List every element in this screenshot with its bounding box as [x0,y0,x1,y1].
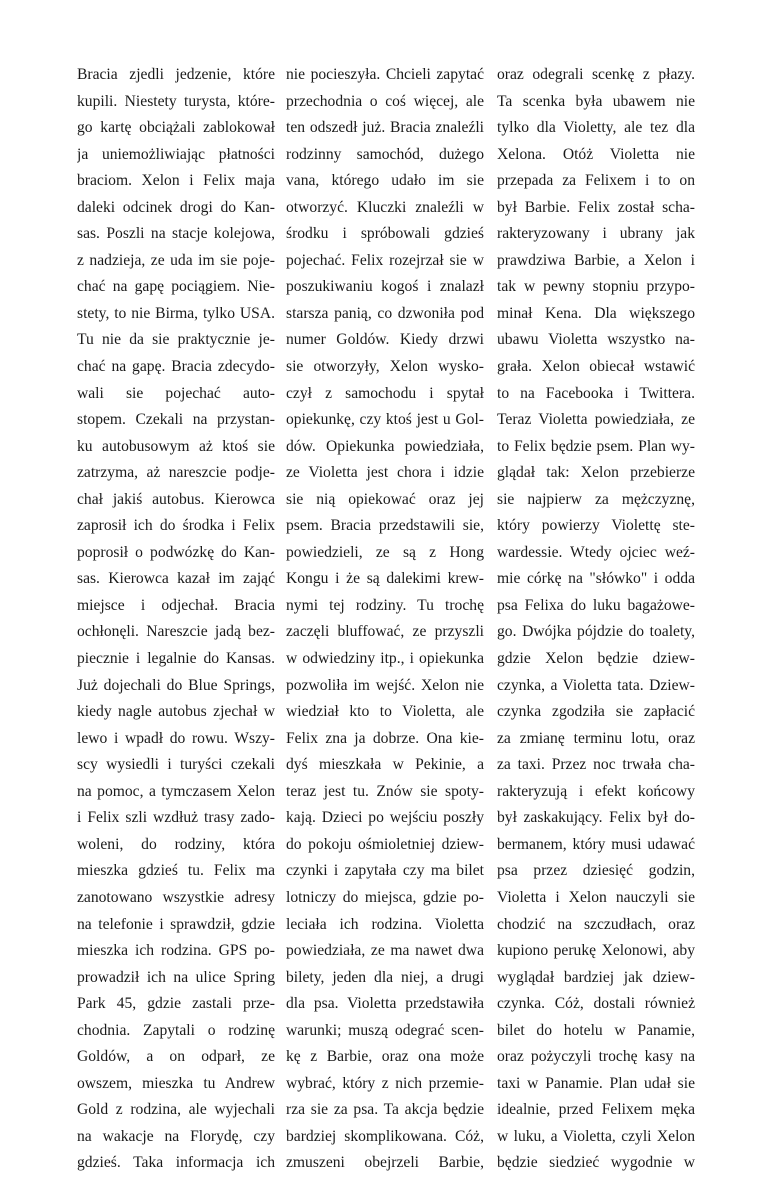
text-line: Gold z rodzina, ale wyjechali [77,1101,275,1119]
text-line: Teraz Violetta powiedziała, ze [497,411,695,429]
text-line: chodnia. Zapytali o rodzinę [77,1021,275,1039]
text-line: sas. Kierowca kazał im zająć [77,570,275,588]
text-line: leciała ich rodzina. Violetta [286,915,484,933]
text-line: powiedziała, ze ma nawet dwa [286,942,484,960]
text-line: psa przez dziesięć godzin, [497,862,695,880]
text-line: był zaskakujący. Felix był do- [497,809,695,827]
text-line: zanotowano wszystkie adresy [77,888,275,906]
text-line: będzie siedzieć wygodnie w [497,1154,695,1172]
text-line: na wakacje na Florydę, czy [77,1127,275,1145]
text-line: lewo i wpadł do rowu. Wszy- [77,729,275,747]
text-line: prowadził ich na ulice Spring [77,968,275,986]
text-line: w odwiedziny itp., i opiekunka [286,650,484,668]
text-line: daleki odcinek drogi do Kan- [77,198,275,216]
text-line: pojechać. Felix rozejrzał sie w [286,251,484,269]
text-line: Bracia zjedli jedzenie, które [77,66,275,83]
text-line: oraz odegrali scenkę z płazy. [497,66,695,83]
text-line: sie otworzyły, Xelon wysko- [286,358,484,376]
text-line: dla psa. Violetta przedstawiła [286,995,484,1013]
text-line: rza sie za psa. Ta akcja będzie [286,1101,484,1119]
text-line: vana, którego udało im sie [286,172,484,190]
text-line: kupili. Niestety turysta, które- [77,92,275,110]
text-line: warunki; muszą odegrać scen- [286,1021,484,1039]
text-line: Już dojechali do Blue Springs, [77,676,275,694]
text-line: prawdziwa Barbie, a Xelon i [497,251,695,269]
text-line: Felix zna ja dobrze. Ona kie- [286,729,484,747]
text-line: czynki i zapytała czy ma bilet [286,862,484,880]
text-line: poszukiwaniu kogoś i znalazł [286,278,484,296]
text-line: ochłonęli. Nareszcie jadą bez- [77,623,275,641]
text-line: owszem, mieszka tu Andrew [77,1074,275,1092]
text-line: stopem. Czekali na przystan- [77,411,275,429]
text-line: bilet do hotelu w Panamie, [497,1021,695,1039]
text-line: scy wysiedli i turyści czekali [77,756,275,774]
text-line: numer Goldów. Kiedy drzwi [286,331,484,349]
text-line: do pokoju ośmioletniej dziew- [286,835,484,853]
text-line: tylko dla Violetty, ale tez dla [497,119,695,137]
text-line: piecznie i legalnie do Kansas. [77,650,275,668]
text-line: to na Facebooka i Twittera. [497,384,695,402]
text-line: kają. Dzieci po wejściu poszły [286,809,484,827]
text-line: powiedzieli, ze są z Hong [286,543,484,561]
text-line: nie pocieszyła. Chcieli zapytać [286,66,484,83]
text-line: rodzinny samochód, dużego [286,145,484,163]
text-line: zatrzyma, aż nareszcie podje- [77,464,275,482]
text-line: z nadzieja, ze uda im sie poje- [77,251,275,269]
text-line: kiedy nagle autobus zjechał w [77,703,275,721]
text-line: środku i spróbowali gdzieś [286,225,484,243]
text-line: zaczęli bluffować, ze przyszli [286,623,484,641]
text-line: wardessie. Wtedy ojciec weź- [497,543,695,561]
text-line: pozwoliła im wejść. Xelon nie [286,676,484,694]
text-line: chać na gapę. Bracia zdecydo- [77,358,275,376]
text-line: Park 45, gdzie zastali prze- [77,995,275,1013]
text-line: gdzieś. Taka informacja ich [77,1154,275,1172]
text-line: to Felix będzie psem. Plan wy- [497,437,695,455]
text-line: na pomoc, a tymczasem Xelon [77,782,275,800]
text-line: miejsce i odjechał. Bracia [77,596,275,614]
text-line: mieszka ich rodzina. GPS po- [77,942,275,960]
text-line: wybrać, który z nich przemie- [286,1074,484,1092]
text-line: Violetta i Xelon nauczyli sie [497,888,695,906]
text-line: Kongu i że są dalekimi krew- [286,570,484,588]
text-line: dyś mieszkała w Pekinie, a [286,756,484,774]
text-line: idealnie, przed Felixem męka [497,1101,695,1119]
text-line: Tu nie da sie praktycznie je- [77,331,275,349]
text-line: zaprosił ich do środka i Felix [77,517,275,535]
text-line: woleni, do rodziny, która [77,835,275,853]
text-line: starsza panią, co dzwoniła pod [286,304,484,322]
text-line: chodzić na szczudłach, oraz [497,915,695,933]
text-line: teraz jest tu. Znów sie spoty- [286,782,484,800]
text-line: rakteryzowany i ubrany jak [497,225,695,243]
text-line: mie córkę na "słówko" i odda [497,570,695,588]
text-line: kupiono perukę Xelonowi, aby [497,942,695,960]
text-line: wali sie pojechać auto- [77,384,275,402]
text-line: bilety, jeden dla niej, a drugi [286,968,484,986]
text-line: czynka zgodziła sie zapłacić [497,703,695,721]
text-line: czył z samochodu i spytał [286,384,484,402]
text-line: bermanem, który musi udawać [497,835,695,853]
text-line: opiekunkę, czy ktoś jest u Gol- [286,411,484,429]
text-line: mieszka gdzieś tu. Felix ma [77,862,275,880]
text-line: wiedział kto to Violetta, ale [286,703,484,721]
text-line: grała. Xelon obiecał wstawić [497,358,695,376]
text-line: ja uniemożliwiając płatności [77,145,275,163]
text-line: nymi tej rodziny. Tu trochę [286,596,484,614]
text-line: minał Kena. Dla większego [497,304,695,322]
text-line: który powierzy Violettę ste- [497,517,695,535]
text-line: sie najpierw za mężczyznę, [497,490,695,508]
text-line: Goldów, a on odparł, ze [77,1048,275,1066]
text-line: Xelona. Otóż Violetta nie [497,145,695,163]
text-line: zmuszeni obejrzeli Barbie, [286,1154,484,1172]
text-line: przepada za Felixem i to on [497,172,695,190]
text-line: ubawu Violetta wszystko na- [497,331,695,349]
text-line: psem. Bracia przedstawili sie, [286,517,484,535]
text-line: w luku, a Violetta, czyli Xelon [497,1127,695,1145]
text-line: poprosił o podwózkę do Kan- [77,543,275,561]
text-line: taxi w Panamie. Plan udał sie [497,1074,695,1092]
text-line: glądał tak: Xelon przebierze [497,464,695,482]
text-line: na telefonie i sprawdził, gdzie [77,915,275,933]
text-line: kę z Barbie, oraz ona może [286,1048,484,1066]
text-line: ze Violetta jest chora i idzie [286,464,484,482]
text-line: czynka, a Violetta tata. Dziew- [497,676,695,694]
text-line: był Barbie. Felix został scha- [497,198,695,216]
text-line: ku autobusowym aż ktoś sie [77,437,275,455]
text-line: lotniczy do miejsca, gdzie po- [286,888,484,906]
text-line: dów. Opiekunka powiedziała, [286,437,484,455]
text-line: oraz pożyczyli trochę kasy na [497,1048,695,1066]
text-line: sie nią opiekować oraz jej [286,490,484,508]
text-line: otworzyć. Kluczki znaleźli w [286,198,484,216]
text-line: chać na gapę pociągiem. Nie- [77,278,275,296]
text-line: stety, to nie Birma, tylko USA. [77,304,275,322]
text-column-2 [286,62,484,1177]
text-line: za zmianę terminu lotu, oraz [497,729,695,747]
text-line: go. Dwójka pójdzie do toalety, [497,623,695,641]
text-line: przechodnia o coś więcej, ale [286,92,484,110]
text-line: sas. Poszli na stacje kolejowa, [77,225,275,243]
text-line: tak w pewny stopniu przypo- [497,278,695,296]
text-line: wyglądał bardziej jak dziew- [497,968,695,986]
text-line: chał jakiś autobus. Kierowca [77,490,275,508]
text-line: braciom. Xelon i Felix maja [77,172,275,190]
text-column-1 [77,62,275,1177]
text-line: psa Felixa do luku bagażowe- [497,596,695,614]
text-line: Ta scenka była ubawem nie [497,92,695,110]
text-line: i Felix szli wzdłuż trasy zado- [77,809,275,827]
text-line: go kartę obciążali zablokował [77,119,275,137]
text-line: rakteryzują i efekt końcowy [497,782,695,800]
text-line: za taxi. Przez noc trwała cha- [497,756,695,774]
text-line: czynka. Cóż, dostali również [497,995,695,1013]
text-line: bardziej skomplikowana. Cóż, [286,1127,484,1145]
text-column-3 [497,62,695,1177]
text-line: ten odszedł już. Bracia znaleźli [286,119,484,137]
text-line: gdzie Xelon będzie dziew- [497,650,695,668]
